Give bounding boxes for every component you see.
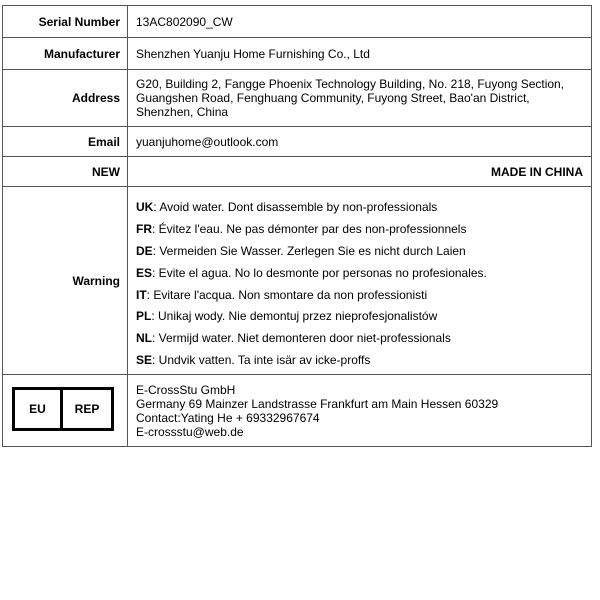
warning-item-nl (136, 328, 585, 350)
warning-text: : Évitez l'eau. Ne pas démonter par des non-professionnels (152, 222, 467, 237)
warning-list (128, 187, 592, 375)
warning-text: : Evitare l'acqua. Non smontare da non professionisti (146, 287, 428, 302)
warning-item-se (136, 350, 585, 372)
eu-rep-email: E-crossstu@web.de (136, 424, 244, 439)
address-line: G20, Building 2, Fangge Phoenix Technology Building, No. 218, Fuyong Section, (136, 77, 565, 91)
warning-text: : Unikaj wody. Nie demontuj przez nieprofesjonalistów (151, 309, 438, 324)
manufacturer-label: Manufacturer (3, 38, 128, 70)
warning-code: ES (136, 265, 153, 280)
warning-code: SE (136, 352, 153, 367)
warning-item-pl (136, 306, 585, 328)
address-label: Address (3, 70, 128, 127)
address-value (128, 70, 592, 127)
warning-text: : Evite el agua. No lo desmonte por personas no profesionales. (152, 265, 487, 280)
address-line: Guangshen Road, Fenghuang Community, Fuyong Street, Bao'an District, (136, 91, 530, 105)
warning-text: : Undvik vatten. Ta inte isär av icke-proffs (152, 352, 371, 367)
eu-rep-badge-cell (3, 375, 128, 447)
eu-rep-badge (3, 375, 120, 446)
warning-text: : Vermeiden Sie Wasser. Zerlegen Sie es nicht durch Laien (152, 243, 466, 258)
warning-item-es (136, 263, 585, 285)
email-row (3, 127, 592, 157)
email-value: yuanjuhome@outlook.com (128, 127, 592, 157)
eu-badge: EU (12, 387, 63, 431)
warning-text: : Vermijd water. Niet demonteren door niet-professionals (152, 331, 451, 346)
rep-badge: REP (60, 387, 114, 431)
warning-code: NL (136, 331, 152, 346)
warning-code: FR (136, 222, 152, 237)
warning-label: Warning (3, 187, 128, 375)
warning-code: PL (136, 309, 152, 324)
serial-number-value: 13AC802090_CW (128, 6, 592, 38)
eu-rep-details (128, 375, 592, 447)
eu-rep-row (3, 375, 592, 447)
eu-rep-company: E-CrossStu GmbH (136, 382, 236, 397)
manufacturer-value: Shenzhen Yuanju Home Furnishing Co., Ltd (128, 38, 592, 70)
warning-code: IT (136, 287, 147, 302)
warning-item-it (136, 285, 585, 307)
warning-code: DE (136, 243, 153, 258)
manufacturer-row (3, 38, 592, 70)
warning-item-fr (136, 219, 585, 241)
warning-item-de (136, 241, 585, 263)
address-row (3, 70, 592, 127)
product-label-table (2, 5, 592, 447)
address-line: Shenzhen, China (136, 105, 229, 119)
condition-label: NEW (3, 157, 128, 187)
warning-row (3, 187, 592, 375)
condition-row (3, 157, 592, 187)
warning-text: : Avoid water. Dont disassemble by non-professionals (153, 200, 438, 215)
eu-rep-contact: Contact:Yating He + 69332967674 (136, 410, 320, 425)
warning-code: UK (136, 200, 154, 215)
serial-number-label: Serial Number (3, 6, 128, 38)
warning-item-uk (136, 197, 585, 219)
serial-number-row (3, 6, 592, 38)
eu-rep-address: Germany 69 Mainzer Landstrasse Frankfurt am Main Hessen 60329 (136, 396, 499, 411)
email-label: Email (3, 127, 128, 157)
origin-label: MADE IN CHINA (128, 157, 592, 187)
